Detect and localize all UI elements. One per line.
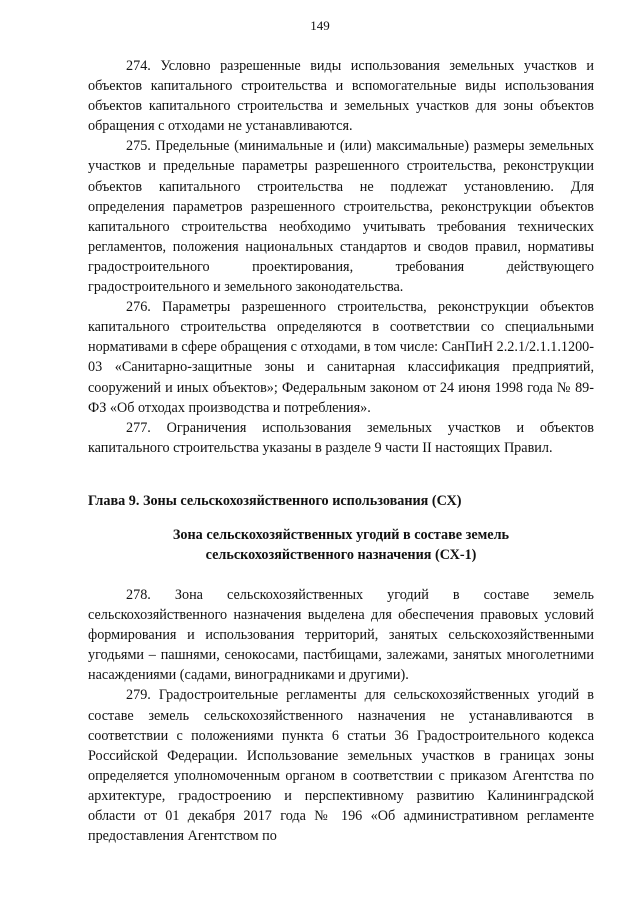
document-body: [88, 56, 594, 846]
paragraph-279: 279. Градостроительные регламенты для сельскохозяйственных угодий в составе земель сельскохозяйственного назначения не устанавливаются в соответствии с положениями пункта 6 статьи 36 Градостроительного кодекса Российской Федерации. Использование земельных участков в границах зоны определяется уполномоченным органом в соответствии с приказом Агентства по архитектуре, градостроению и перспективному развитию Калининградской области от 01 декабря 2017 года № 196 «Об административном регламенте предоставления Агентством по: [88, 687, 594, 845]
page-number: 149: [310, 18, 330, 33]
paragraph-277: 277. Ограничения использования земельных участков и объектов капитального строительства указаны в разделе 9 части II настоящих Правил.: [88, 419, 594, 456]
paragraph-274: 274. Условно разрешенные виды использования земельных участков и объектов капитального строительства и вспомогательные виды использования объектов капитального строительства и земельных участков для зоны объектов обращения с отходами не устанавливаются.: [88, 58, 594, 135]
chapter-heading: Глава 9. Зоны сельскохозяйственного использования (СХ): [88, 492, 462, 509]
zone-heading-line-1: Зона сельскохозяйственных угодий в составе земель: [172, 526, 510, 543]
zone-heading: [88, 525, 594, 565]
paragraph-275: 275. Предельные (минимальные и (или) максимальные) размеры земельных участков и предельные параметры разрешенного строительства, реконструкции объектов капитального строительства не подлежат установлению. Для определения параметров разрешенного строительства, реконструкции объектов капитального строительства необходимо учитывать требования технических регламентов, положения национальных стандартов и сводов правил, нормативы градостроительного проектирования, требования действующего градостроительного и земельного законодательства.: [88, 138, 594, 296]
zone-heading-line-2: сельскохозяйственного назначения (СХ-1): [205, 546, 477, 563]
paragraph-276: 276. Параметры разрешенного строительства, реконструкции объектов капитального строительства определяются в соответствии со специальными нормативами в сфере обращения с отходами, в том числе: СанПиН 2.2.1/2.1.1.1200-03 «Санитарно-защитные зоны и санитарная классификация предприятий, сооружений и иных объектов»; Федеральным законом от 24 июня 1998 года № 89-ФЗ «Об отходах производства и потребления».: [88, 299, 594, 416]
paragraph-278: 278. Зона сельскохозяйственных угодий в составе земель сельскохозяйственного назначения выделена для обеспечения правовых условий формирования и использования территорий, занятых сельскохозяйственными угодьями – пашнями, сенокосами, пастбищами, залежами, занятых многолетними насаждениями (садами, виноградниками и другими).: [88, 586, 594, 684]
